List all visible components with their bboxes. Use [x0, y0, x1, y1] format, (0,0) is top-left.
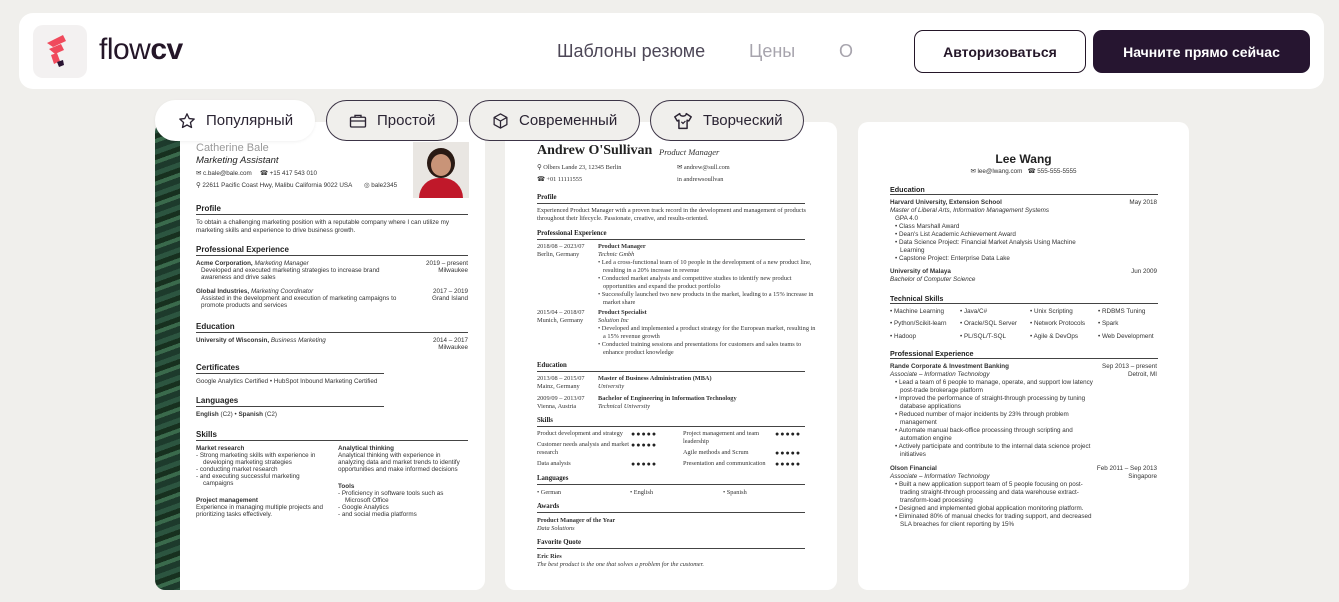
resume-title: Product Manager — [659, 147, 720, 157]
job2-bullet: • Built a new application support team of 5 people focusing on post- — [895, 481, 1083, 488]
job1-location: Milwaukee — [438, 267, 468, 274]
tech-skill: • Spark — [1098, 320, 1119, 327]
edu1-school: University — [598, 383, 625, 390]
quote-author: Eric Ries — [537, 553, 562, 560]
resume-template-card-2[interactable] — [505, 122, 837, 590]
section-experience: Professional Experience — [890, 349, 974, 358]
divider — [196, 406, 384, 407]
divider — [537, 548, 805, 549]
briefcase-icon — [349, 113, 367, 129]
nav-about[interactable]: О — [839, 41, 854, 61]
tech-skill: • Agile & DevOps — [1030, 333, 1079, 340]
section-languages: Languages — [537, 475, 569, 482]
languages-list: English (C2) • Spanish (C2) — [196, 411, 277, 418]
job1-company: Rande Corporate & Investment Banking — [890, 363, 1009, 370]
edu1-bullet: • Capstone Project: Enterprise Data Lake — [895, 255, 1010, 262]
job1-desc: Developed and executed marketing strategies to increase brand — [201, 267, 380, 274]
job1-bullet: initiatives — [900, 451, 926, 458]
job2-date: Feb 2011 – Sep 2013 — [1096, 465, 1157, 472]
tab-modern[interactable] — [469, 100, 640, 141]
resume-address: ⚲ 22611 Pacific Coast Hwy, Malibu California 9022 USA — [196, 182, 353, 189]
tech-skill: • RDBMS Tuning — [1098, 308, 1146, 315]
section-education: Education — [196, 322, 235, 331]
job1-role: Associate – Information Technology — [890, 371, 990, 378]
divider — [537, 512, 805, 513]
resume-contact: ✉ lee@lwang.com ☎ 555-555-5555 — [970, 168, 1077, 175]
job2-bullet: transform-load processing — [900, 497, 973, 504]
section-quote: Favorite Quote — [537, 539, 581, 546]
skill-item: research — [537, 449, 558, 456]
job2-location: Grand Island — [431, 295, 468, 302]
skill-rating: ●●●●● — [631, 441, 658, 449]
login-button[interactable]: Авторизоваться — [914, 30, 1086, 73]
tab-popular-label: Популярный — [206, 112, 294, 129]
skill-text: campaigns — [203, 480, 234, 487]
job1-bullet: management — [900, 419, 937, 426]
divider — [890, 358, 1158, 359]
tab-simple[interactable] — [326, 100, 458, 141]
job1-desc: resulting in a 20% increase in revenue — [603, 267, 700, 274]
section-education: Education — [537, 362, 567, 369]
section-certificates: Certificates — [196, 363, 240, 372]
tech-skill: • Java/C# — [960, 308, 988, 315]
skill-text: Microsoft Office — [345, 497, 389, 504]
divider — [890, 194, 1158, 195]
top-header — [19, 13, 1324, 89]
resume-phone: ☎ +01 11111555 — [537, 176, 583, 183]
skill-item: Project management and team — [683, 430, 760, 437]
tab-simple-label: Простой — [377, 112, 436, 129]
nav-resume-templates[interactable]: Шаблоны резюме — [557, 41, 706, 61]
job2-company: Solution Inc — [598, 317, 629, 324]
section-technical-skills: Technical Skills — [890, 294, 944, 303]
divider — [537, 203, 805, 204]
skill-text: developing marketing strategies — [203, 459, 292, 466]
resume-name: Catherine Bale — [196, 142, 269, 154]
job2-desc: • Developed and implemented a product strategy for the European market, resulting in — [598, 325, 816, 332]
divider — [537, 484, 805, 485]
edu1-bullet: • Data Science Project: Financial Market Analysis Using Machine — [895, 239, 1076, 246]
language-item: • English — [630, 489, 654, 496]
profile-text: To obtain a challenging marketing position with a reputable company where I can utilize my — [196, 219, 450, 226]
edu1-location: Mainz, Germany — [537, 383, 580, 390]
edu1-date: May 2018 — [1129, 199, 1157, 206]
skill-heading: Market research — [196, 445, 245, 452]
tab-modern-label: Современный — [519, 112, 618, 129]
section-skills: Skills — [537, 417, 553, 424]
job1-bullet: • Actively participate and contribute to the internal data science project — [895, 443, 1091, 450]
tab-popular[interactable] — [155, 100, 315, 141]
skill-item: Product development and strategy — [537, 430, 623, 437]
edu1-degree: Master of Liberal Arts, Information Management Systems — [890, 207, 1050, 214]
skill-text: opportunities and make informed decisions — [338, 466, 458, 473]
skill-item: Agile methods and Scrum — [683, 449, 749, 456]
skill-rating: ●●●●● — [775, 460, 802, 468]
job2-date: 2017 – 2019 — [432, 288, 468, 295]
job1-bullet: • Lead a team of 6 people to manage, operate, and support low latency — [895, 379, 1093, 386]
job1-desc: • Led a cross-functional team of 10 people in the development of a new product line, — [598, 259, 812, 266]
job2-desc: enhance product knowledge — [603, 349, 674, 356]
tech-skill: • Unix Scripting — [1030, 308, 1073, 315]
job1-bullet: • Improved the performance of straight-through processing by tuning — [895, 395, 1086, 402]
tab-creative-label: Творческий — [703, 112, 783, 129]
job1-bullet: database applications — [900, 403, 961, 410]
edu1-gpa: GPA 4.0 — [895, 215, 918, 222]
job1-desc: market share — [603, 299, 636, 306]
tech-skill: • Python/Scikit-learn — [890, 320, 947, 327]
job2-bullet: • Designed and implemented global application monitoring platform. — [895, 505, 1084, 512]
divider — [890, 303, 1158, 304]
divider — [196, 440, 468, 441]
job1-desc: • Successfully launched two new products in the market, leading to a 15% increase in — [598, 291, 814, 298]
skill-rating: ●●●●● — [775, 430, 802, 438]
edu2-location: Vienna, Austria — [537, 403, 577, 410]
section-experience: Professional Experience — [196, 245, 289, 254]
divider — [537, 426, 805, 427]
job2-bullet: • Eliminated 80% of manual checks for trading support, and decreased — [895, 513, 1092, 520]
skill-item: Customer needs analysis and market — [537, 441, 629, 448]
skill-text: - Strong marketing skills with experience in — [196, 452, 316, 459]
divider — [537, 239, 805, 240]
job2-date: 2015/04 – 2018/07 — [537, 309, 585, 316]
divider — [537, 371, 805, 372]
job1-company: Acme Corporation, Marketing Manager — [196, 260, 309, 267]
edu1-date: 2013/08 – 2015/07 — [537, 375, 585, 382]
edu1-degree: Master of Business Administration (MBA) — [598, 375, 712, 382]
job1-desc: awareness and drive sales — [201, 274, 276, 281]
resume-title: Marketing Assistant — [196, 155, 279, 166]
award-issuer: Data Solutions — [537, 525, 575, 532]
skill-text: Analytical thinking with experience in — [338, 452, 441, 459]
skill-rating: ●●●●● — [631, 430, 658, 438]
section-profile: Profile — [537, 194, 557, 201]
job2-location: Munich, Germany — [537, 317, 584, 324]
resume-linkedin: in andrewsoullvan — [677, 176, 724, 183]
resume-name: Andrew O'Sullivan — [537, 143, 653, 158]
certificates-list: Google Analytics Certified • HubSpot Inbound Marketing Certified — [196, 378, 378, 385]
logo-wordmark[interactable]: flowcv — [99, 33, 183, 66]
resume-template-card-1[interactable] — [155, 122, 485, 590]
skill-heading: Project management — [196, 497, 258, 504]
edu-school: University of Wisconsin, Business Marketing — [196, 337, 326, 344]
profile-text: Experienced Product Manager with a proven track record in the development and management of products — [537, 207, 806, 214]
edu-date: 2014 – 2017 — [432, 337, 468, 344]
skill-text: analyzing data and market trends to identify — [338, 459, 460, 466]
section-awards: Awards — [537, 503, 560, 510]
language-item: • Spanish — [723, 489, 747, 496]
tech-skill: • Hadoop — [890, 333, 917, 340]
job2-bullet: trading straight-through processing and data warehouse extract- — [900, 489, 1079, 496]
skill-heading: Analytical thinking — [338, 445, 394, 452]
resume-name: Lee Wang — [995, 152, 1052, 166]
job2-location: Singapore — [1128, 473, 1157, 480]
profile-text: throughout their lifecycle. Passionate, creative, and results-oriented. — [537, 215, 709, 222]
skill-item: Presentation and communication — [683, 460, 766, 467]
quote-text: The best product is the one that solves a problem for the customer. — [537, 561, 704, 568]
job2-desc: a 15% revenue growth — [603, 333, 660, 340]
edu2-date: Jun 2009 — [1131, 268, 1157, 275]
job2-role: Associate – Information Technology — [890, 473, 990, 480]
job2-company: Olson Financial — [890, 465, 937, 472]
job1-date: 2018/08 – 2023/07 — [537, 243, 585, 250]
resume-email: ✉ c.bale@bale.com — [196, 170, 252, 177]
divider — [196, 214, 468, 215]
job1-location: Berlin, Germany — [537, 251, 580, 258]
job1-desc: opportunities and expand the product portfolio — [603, 283, 721, 290]
edu2-degree: Bachelor of Computer Science — [890, 276, 976, 283]
skill-item: leadership — [683, 438, 709, 445]
job1-company: Technic Gmbh — [598, 251, 635, 258]
section-profile: Profile — [196, 204, 221, 213]
job1-bullet: post-trade brokerage platform — [900, 387, 983, 394]
job2-company: Global Industries, Marketing Coordinator — [196, 288, 314, 295]
edu1-bullet: • Class Marshall Award — [895, 223, 960, 230]
nav-pricing[interactable]: Цены — [749, 41, 796, 61]
job1-date: Sep 2013 – present — [1102, 363, 1157, 370]
divider — [196, 332, 468, 333]
flowcv-logo-icon[interactable] — [33, 25, 87, 78]
skill-heading: Tools — [338, 483, 355, 490]
shirt-icon — [673, 112, 693, 130]
skill-item: Data analysis — [537, 460, 571, 467]
job2-desc: promote products and services — [201, 302, 288, 309]
tech-skill: • Oracle/SQL Server — [960, 320, 1017, 327]
edu1-school: Harvard University, Extension School — [890, 199, 1002, 206]
start-now-button[interactable]: Начните прямо сейчас — [1093, 30, 1310, 73]
award-title: Product Manager of the Year — [537, 517, 616, 524]
job1-role: Product Manager — [598, 243, 646, 250]
edu1-bullet: • Dean's List Academic Achievement Award — [895, 231, 1016, 238]
skill-text: - and social media platforms — [338, 511, 417, 518]
tab-creative[interactable] — [650, 100, 804, 141]
star-icon — [178, 112, 196, 130]
skill-text: - Proficiency in software tools such as — [338, 490, 444, 497]
skill-text: - and executing successful marketing — [196, 473, 300, 480]
skill-text: - conducting market research — [196, 466, 278, 473]
job2-desc: • Conducted training sessions and presentations for customers and sales teams to — [598, 341, 802, 348]
section-experience: Professional Experience — [537, 230, 607, 237]
edu-location: Milwaukee — [438, 344, 468, 351]
cube-icon — [492, 112, 509, 130]
job2-role: Product Specialist — [598, 309, 647, 316]
tech-skill: • Web Development — [1098, 333, 1154, 340]
section-skills: Skills — [196, 430, 217, 439]
edu1-bullet: Learning — [900, 247, 925, 254]
profile-photo — [413, 142, 469, 198]
resume-address: ⚲ Olbers Lande 23, 12345 Berlin — [537, 164, 622, 171]
edu2-degree: Bachelor of Engineering in Information Technology — [598, 395, 737, 402]
edu2-date: 2009/09 – 2013/07 — [537, 395, 585, 402]
job1-location: Detroit, MI — [1127, 371, 1157, 378]
profile-text: marketing skills and experience to drive business growth. — [196, 227, 356, 234]
job1-bullet: • Reduced number of major incidents by 23% through problem — [895, 411, 1069, 418]
job2-bullet: SLA breaches for client reporting by 15% — [900, 521, 1015, 528]
divider — [196, 373, 384, 374]
job1-date: 2019 – present — [425, 260, 468, 267]
skill-rating: ●●●●● — [631, 460, 658, 468]
edu2-school: University of Malaya — [890, 268, 951, 275]
skill-rating: ●●●●● — [775, 449, 802, 457]
job1-bullet: • Automate manual back-office processing through scripting and — [895, 427, 1073, 434]
job1-desc: • Conducted market analysis and competitive studies to identify new product — [598, 275, 792, 282]
job2-desc: Assisted in the development and execution of marketing campaigns to — [201, 295, 397, 302]
divider — [196, 255, 468, 256]
resume-email: ✉ andrew@sull.com — [677, 164, 730, 171]
leaf-pattern-sidebar — [155, 122, 180, 590]
job1-bullet: automation engine — [900, 435, 952, 442]
skill-text: prioritizing tasks effectively. — [196, 511, 273, 518]
tech-skill: • Network Protocols — [1030, 320, 1086, 327]
resume-social: ◎ bale2345 — [364, 182, 398, 189]
skill-text: - Google Analytics — [338, 504, 389, 511]
tech-skill: • Machine Learning — [890, 308, 945, 315]
resume-phone: ☎ +15 417 543 010 — [260, 170, 318, 177]
resume-template-card-3[interactable] — [858, 122, 1189, 590]
section-languages: Languages — [196, 396, 239, 405]
language-item: • German — [537, 489, 562, 496]
skill-text: Experience in managing multiple projects and — [196, 504, 324, 511]
tech-skill: • PL/SQL/T-SQL — [960, 333, 1006, 340]
section-education: Education — [890, 185, 925, 194]
edu2-school: Technical University — [598, 403, 651, 410]
